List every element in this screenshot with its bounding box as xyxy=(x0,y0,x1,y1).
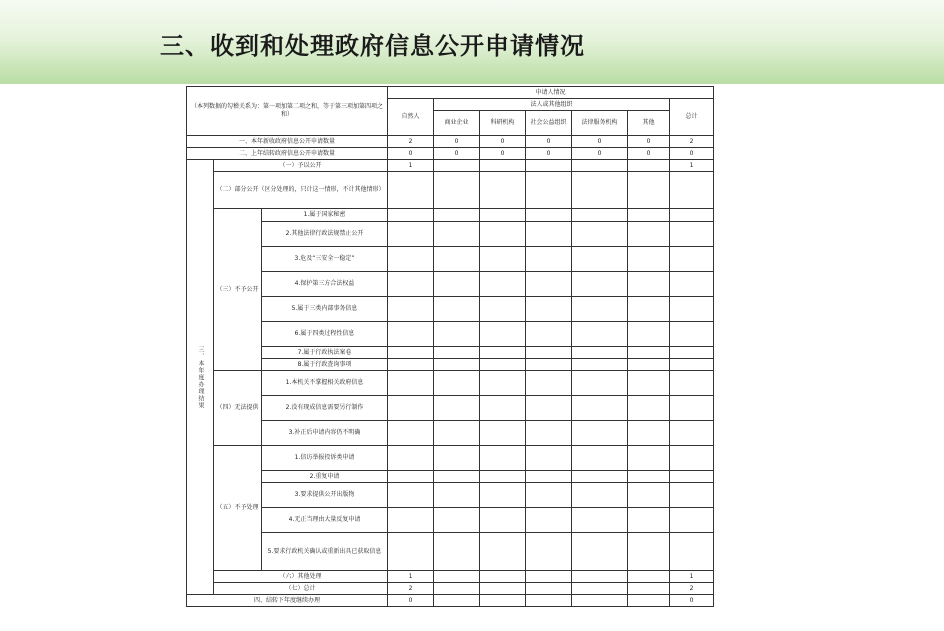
value-cell xyxy=(388,396,434,421)
value-cell xyxy=(434,160,480,172)
value-cell xyxy=(628,347,670,359)
row-label: 1.信访举报投诉类申请 xyxy=(262,446,388,471)
value-cell: 0 xyxy=(480,136,526,148)
value-cell xyxy=(628,172,670,209)
value-cell xyxy=(434,483,480,508)
value-cell xyxy=(670,471,714,483)
value-cell xyxy=(480,483,526,508)
value-cell xyxy=(480,446,526,471)
section-label: 三、本年度办理结果 xyxy=(187,160,214,595)
value-cell xyxy=(388,347,434,359)
value-cell xyxy=(526,471,572,483)
value-cell xyxy=(572,595,628,607)
value-cell xyxy=(526,396,572,421)
value-cell xyxy=(434,446,480,471)
value-cell xyxy=(480,371,526,396)
value-cell xyxy=(628,421,670,446)
value-cell xyxy=(434,471,480,483)
value-cell xyxy=(670,222,714,247)
value-cell xyxy=(670,272,714,297)
value-cell: 0 xyxy=(670,148,714,160)
table-row xyxy=(187,148,714,160)
value-cell: 0 xyxy=(388,148,434,160)
value-cell xyxy=(628,508,670,533)
value-cell: 0 xyxy=(388,595,434,607)
row-label: 1.本机关不掌握相关政府信息 xyxy=(262,371,388,396)
value-cell xyxy=(388,272,434,297)
value-cell xyxy=(572,583,628,595)
header-legal-service: 法律服务机构 xyxy=(572,111,628,136)
value-cell xyxy=(526,247,572,272)
header-applicant: 申请人情况 xyxy=(388,87,714,99)
value-cell: 0 xyxy=(480,148,526,160)
value-cell: 0 xyxy=(572,136,628,148)
row-label: 2.其他法律行政法规禁止公开 xyxy=(262,222,388,247)
value-cell xyxy=(434,347,480,359)
group-label: （五）不予处理 xyxy=(214,446,262,571)
row-label: 四、结转下年度继续办理 xyxy=(187,595,388,607)
value-cell xyxy=(628,533,670,571)
table-row xyxy=(187,533,714,571)
value-cell xyxy=(670,421,714,446)
value-cell xyxy=(434,297,480,322)
header-total: 总计 xyxy=(670,99,714,136)
row-label: 5.属于三类内部事务信息 xyxy=(262,297,388,322)
value-cell xyxy=(670,533,714,571)
value-cell xyxy=(572,322,628,347)
value-cell xyxy=(434,272,480,297)
value-cell xyxy=(480,172,526,209)
value-cell xyxy=(434,396,480,421)
value-cell xyxy=(480,297,526,322)
value-cell xyxy=(670,209,714,222)
value-cell xyxy=(670,371,714,396)
value-cell xyxy=(572,347,628,359)
table-row xyxy=(187,471,714,483)
value-cell xyxy=(434,359,480,371)
value-cell: 2 xyxy=(388,583,434,595)
value-cell xyxy=(480,471,526,483)
value-cell xyxy=(480,396,526,421)
header-social: 社会公益组织 xyxy=(526,111,572,136)
value-cell: 0 xyxy=(628,136,670,148)
value-cell xyxy=(572,297,628,322)
header-research: 科研机构 xyxy=(480,111,526,136)
value-cell xyxy=(670,297,714,322)
value-cell: 0 xyxy=(526,136,572,148)
value-cell xyxy=(480,571,526,583)
row-label: 4.无正当理由大量反复申请 xyxy=(262,508,388,533)
row-label: 2.没有现成信息需要另行制作 xyxy=(262,396,388,421)
value-cell xyxy=(628,160,670,172)
value-cell xyxy=(388,446,434,471)
value-cell xyxy=(526,571,572,583)
value-cell xyxy=(526,483,572,508)
value-cell xyxy=(670,247,714,272)
value-cell xyxy=(388,483,434,508)
value-cell xyxy=(526,272,572,297)
value-cell: 0 xyxy=(434,136,480,148)
value-cell xyxy=(670,508,714,533)
value-cell xyxy=(572,471,628,483)
value-cell xyxy=(628,209,670,222)
row-label: 二、上年结转政府信息公开申请数量 xyxy=(187,148,388,160)
value-cell xyxy=(572,209,628,222)
value-cell xyxy=(434,533,480,571)
row-label: 3.危及“三安全一稳定” xyxy=(262,247,388,272)
value-cell: 1 xyxy=(670,571,714,583)
value-cell xyxy=(388,297,434,322)
row-label: 3.补正后申请内容仍不明确 xyxy=(262,421,388,446)
row-label: （二）部分公开（区分处理的，只计这一情形，不计其他情形） xyxy=(214,172,388,209)
value-cell xyxy=(572,483,628,508)
page-title: 三、收到和处理政府信息公开申请情况 xyxy=(160,32,585,60)
value-cell xyxy=(434,172,480,209)
value-cell xyxy=(526,371,572,396)
value-cell xyxy=(526,222,572,247)
table-row xyxy=(187,595,714,607)
value-cell xyxy=(480,160,526,172)
value-cell xyxy=(526,297,572,322)
value-cell xyxy=(670,359,714,371)
value-cell xyxy=(434,583,480,595)
value-cell xyxy=(434,595,480,607)
row-label: 一、本年新收政府信息公开申请数量 xyxy=(187,136,388,148)
value-cell xyxy=(388,533,434,571)
value-cell xyxy=(434,209,480,222)
value-cell xyxy=(480,359,526,371)
value-cell xyxy=(670,446,714,471)
value-cell xyxy=(526,160,572,172)
value-cell xyxy=(526,446,572,471)
table-row xyxy=(187,160,714,172)
value-cell xyxy=(628,371,670,396)
value-cell xyxy=(526,533,572,571)
table-row xyxy=(187,446,714,471)
value-cell xyxy=(526,359,572,371)
header-note: （本列数据的勾稽关系为：第一项加第二项之和，等于第三项加第四项之和） xyxy=(187,87,388,136)
value-cell xyxy=(434,322,480,347)
value-cell xyxy=(388,322,434,347)
value-cell: 0 xyxy=(526,148,572,160)
header-other: 其他 xyxy=(628,111,670,136)
value-cell xyxy=(526,508,572,533)
value-cell xyxy=(526,322,572,347)
value-cell xyxy=(388,359,434,371)
value-cell xyxy=(480,595,526,607)
value-cell xyxy=(480,508,526,533)
table-row xyxy=(187,583,714,595)
value-cell xyxy=(572,272,628,297)
table-row xyxy=(187,209,714,222)
table-row xyxy=(187,483,714,508)
value-cell xyxy=(572,172,628,209)
value-cell xyxy=(628,396,670,421)
value-cell xyxy=(628,571,670,583)
value-cell: 1 xyxy=(670,160,714,172)
value-cell xyxy=(572,160,628,172)
value-cell: 2 xyxy=(670,583,714,595)
value-cell xyxy=(572,371,628,396)
row-label: （六）其他处理 xyxy=(214,571,388,583)
value-cell xyxy=(388,471,434,483)
value-cell xyxy=(434,371,480,396)
table-row xyxy=(187,421,714,446)
value-cell xyxy=(628,483,670,508)
value-cell xyxy=(628,471,670,483)
value-cell xyxy=(572,396,628,421)
value-cell xyxy=(388,508,434,533)
value-cell xyxy=(572,571,628,583)
value-cell xyxy=(628,359,670,371)
table-row xyxy=(187,359,714,371)
value-cell xyxy=(670,347,714,359)
value-cell xyxy=(434,508,480,533)
value-cell xyxy=(526,209,572,222)
value-cell: 0 xyxy=(670,595,714,607)
value-cell xyxy=(670,322,714,347)
table-row xyxy=(187,172,714,209)
value-cell xyxy=(628,272,670,297)
row-label: 1.属于国家秘密 xyxy=(262,209,388,222)
value-cell xyxy=(480,272,526,297)
table-row xyxy=(187,272,714,297)
value-cell: 0 xyxy=(628,148,670,160)
value-cell xyxy=(572,359,628,371)
value-cell xyxy=(480,222,526,247)
value-cell xyxy=(388,371,434,396)
row-label: 6.属于四类过程性信息 xyxy=(262,322,388,347)
table-row xyxy=(187,222,714,247)
row-label: 4.保护第三方合法权益 xyxy=(262,272,388,297)
value-cell xyxy=(670,396,714,421)
value-cell xyxy=(628,247,670,272)
value-cell xyxy=(628,322,670,347)
value-cell xyxy=(480,533,526,571)
table-row xyxy=(187,508,714,533)
group-label: （四）无法提供 xyxy=(214,371,262,446)
value-cell xyxy=(480,247,526,272)
value-cell xyxy=(572,247,628,272)
value-cell xyxy=(572,508,628,533)
value-cell xyxy=(480,421,526,446)
value-cell xyxy=(434,571,480,583)
value-cell xyxy=(434,222,480,247)
value-cell xyxy=(572,421,628,446)
value-cell xyxy=(388,209,434,222)
row-label: （一）予以公开 xyxy=(214,160,388,172)
row-label: 3.要求提供公开出版物 xyxy=(262,483,388,508)
group-label: （三）不予公开 xyxy=(214,209,262,371)
value-cell: 2 xyxy=(670,136,714,148)
row-label: （七）总计 xyxy=(214,583,388,595)
value-cell xyxy=(388,172,434,209)
header-commercial: 商业企业 xyxy=(434,111,480,136)
header-legal-entities: 法人或其他组织 xyxy=(434,99,670,111)
value-cell xyxy=(526,595,572,607)
value-cell: 0 xyxy=(572,148,628,160)
row-label: 2.重复申请 xyxy=(262,471,388,483)
value-cell xyxy=(572,533,628,571)
value-cell xyxy=(670,483,714,508)
value-cell xyxy=(628,297,670,322)
value-cell xyxy=(480,583,526,595)
table-row xyxy=(187,136,714,148)
row-label: 5.要求行政机关确认或重新出具已获取信息 xyxy=(262,533,388,571)
value-cell xyxy=(572,222,628,247)
value-cell xyxy=(526,583,572,595)
value-cell xyxy=(388,247,434,272)
value-cell xyxy=(526,172,572,209)
table-row xyxy=(187,371,714,396)
value-cell xyxy=(628,446,670,471)
row-label: 7.属于行政执法案卷 xyxy=(262,347,388,359)
header-natural-person: 自然人 xyxy=(388,99,434,136)
row-label: 8.属于行政查询事项 xyxy=(262,359,388,371)
value-cell xyxy=(480,209,526,222)
value-cell: 1 xyxy=(388,160,434,172)
value-cell xyxy=(572,446,628,471)
value-cell xyxy=(628,583,670,595)
value-cell xyxy=(480,322,526,347)
table-row xyxy=(187,247,714,272)
value-cell xyxy=(628,222,670,247)
value-cell xyxy=(628,595,670,607)
value-cell xyxy=(434,421,480,446)
table-row xyxy=(187,322,714,347)
table-row xyxy=(187,347,714,359)
value-cell xyxy=(388,421,434,446)
value-cell xyxy=(670,172,714,209)
table-row xyxy=(187,396,714,421)
value-cell xyxy=(526,421,572,446)
table-row xyxy=(187,571,714,583)
value-cell xyxy=(388,222,434,247)
table-row xyxy=(187,297,714,322)
value-cell xyxy=(434,247,480,272)
value-cell: 2 xyxy=(388,136,434,148)
disclosure-table xyxy=(186,86,714,607)
value-cell: 1 xyxy=(388,571,434,583)
value-cell: 0 xyxy=(434,148,480,160)
value-cell xyxy=(480,347,526,359)
value-cell xyxy=(526,347,572,359)
